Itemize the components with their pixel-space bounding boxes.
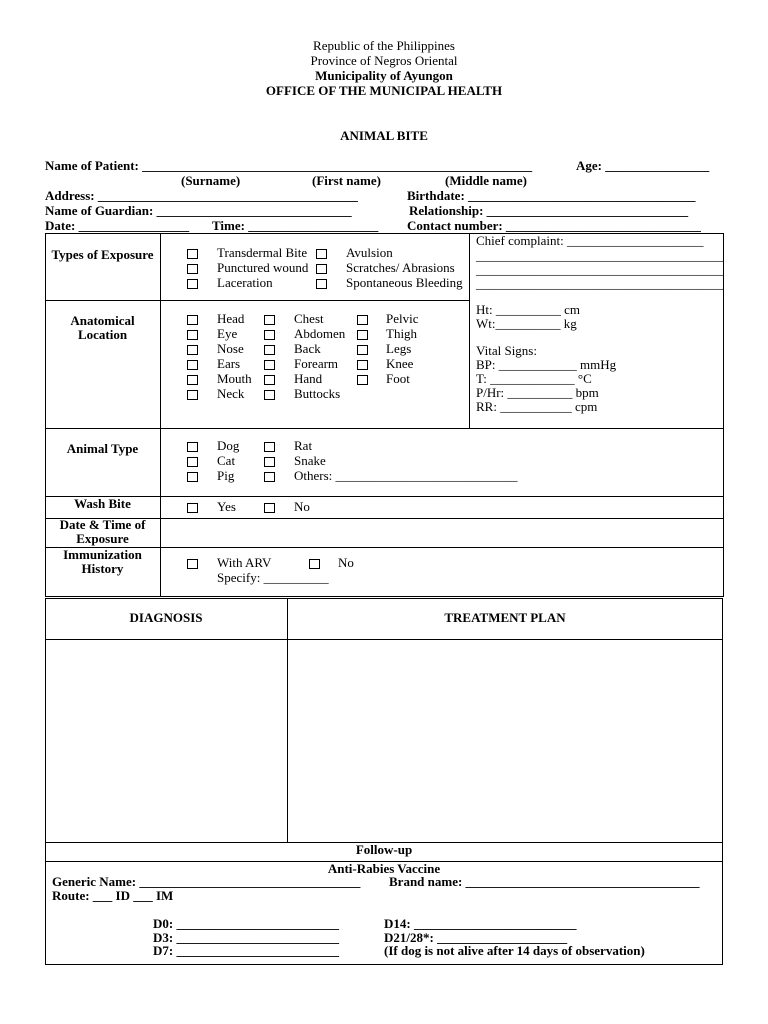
checkbox-nose[interactable] <box>187 345 198 355</box>
chief-complaint-field[interactable]: Chief complaint: _____________________ <box>476 233 704 248</box>
relationship-field[interactable]: Relationship: _______________________________ <box>409 203 689 218</box>
checkbox-knee[interactable] <box>357 360 368 370</box>
checkbox-wash-no[interactable] <box>264 503 275 513</box>
middlename-caption: (Middle name) <box>445 173 527 188</box>
option-abdomen: Abdomen <box>294 326 346 341</box>
weight-field[interactable]: Wt:__________ kg <box>476 316 577 331</box>
form-title: ANIMAL BITE <box>340 128 428 143</box>
checkbox-with-arv[interactable] <box>187 559 198 569</box>
checkbox-transdermal-bite[interactable] <box>187 249 198 259</box>
option-dog: Dog <box>217 438 240 453</box>
route-field[interactable]: Route: ___ ID ___ IM <box>52 888 174 903</box>
vaccine-header: Anti-Rabies Vaccine <box>327 861 441 876</box>
checkbox-pig[interactable] <box>187 472 198 482</box>
followup-header: Follow-up <box>355 842 413 857</box>
checkbox-snake[interactable] <box>264 457 275 467</box>
option-eye: Eye <box>217 326 238 341</box>
option-back: Back <box>294 341 321 356</box>
guardian-field[interactable]: Name of Guardian: ______________________________ <box>45 203 352 218</box>
option-legs: Legs <box>386 341 412 356</box>
checkbox-head[interactable] <box>187 315 198 325</box>
checkbox-hand[interactable] <box>264 375 275 385</box>
d21-field[interactable]: D21/28*: ____________________ <box>384 930 568 945</box>
option-knee: Knee <box>386 356 414 371</box>
option-pig: Pig <box>217 468 235 483</box>
header-municipality: Municipality of Ayungon <box>315 68 453 83</box>
checkbox-others[interactable] <box>264 472 275 482</box>
option-scratches: Scratches/ Abrasions <box>346 260 455 275</box>
vital-signs-label: Vital Signs: <box>476 343 537 358</box>
checkbox-forearm[interactable] <box>264 360 275 370</box>
header-republic: Republic of the Philippines <box>313 38 455 53</box>
checkbox-avulsion[interactable] <box>316 249 327 259</box>
option-forearm: Forearm <box>294 356 339 371</box>
wash-bite-label: Wash Bite <box>74 496 131 511</box>
d0-field[interactable]: D0: _________________________ <box>153 916 339 931</box>
option-ears: Ears <box>217 356 241 371</box>
checkbox-mouth[interactable] <box>187 375 198 385</box>
specify-field[interactable]: Specify: __________ <box>217 570 329 585</box>
surname-caption: (Surname) <box>181 173 241 188</box>
exposure-label: Types of Exposure <box>51 247 154 262</box>
option-mouth: Mouth <box>217 371 252 386</box>
option-head: Head <box>217 311 245 326</box>
option-nose: Nose <box>217 341 244 356</box>
option-buttocks: Buttocks <box>294 386 341 401</box>
others-field[interactable]: Others: ____________________________ <box>294 468 518 483</box>
chief-complaint-line[interactable]: ______________________________________ <box>476 276 723 291</box>
checkbox-ears[interactable] <box>187 360 198 370</box>
time-field[interactable]: Time: ____________________ <box>212 218 379 233</box>
option-foot: Foot <box>386 371 410 386</box>
bp-field[interactable]: BP: ____________ mmHg <box>476 357 617 372</box>
age-field[interactable]: Age: ________________ <box>576 158 710 173</box>
checkbox-legs[interactable] <box>357 345 368 355</box>
date-field[interactable]: Date: _________________ <box>45 218 190 233</box>
checkbox-foot[interactable] <box>357 375 368 385</box>
option-transdermal-bite: Transdermal Bite <box>217 245 308 260</box>
checkbox-abdomen[interactable] <box>264 330 275 340</box>
anatomical-label: Anatomical Location <box>70 313 135 342</box>
checkbox-thigh[interactable] <box>357 330 368 340</box>
checkbox-back[interactable] <box>264 345 275 355</box>
patient-name-field[interactable]: Name of Patient: ____________________________________________________________ <box>45 158 533 173</box>
header-province: Province of Negros Oriental <box>310 53 458 68</box>
firstname-caption: (First name) <box>312 173 381 188</box>
checkbox-laceration[interactable] <box>187 279 198 289</box>
checkbox-dog[interactable] <box>187 442 198 452</box>
checkbox-buttocks[interactable] <box>264 390 275 400</box>
checkbox-punctured-wound[interactable] <box>187 264 198 274</box>
checkbox-scratches[interactable] <box>316 264 327 274</box>
checkbox-chest[interactable] <box>264 315 275 325</box>
checkbox-cat[interactable] <box>187 457 198 467</box>
brand-name-field[interactable]: Brand name: ____________________________________ <box>389 874 700 889</box>
immunization-label: Immunization History <box>63 547 142 576</box>
header-office: OFFICE OF THE MUNICIPAL HEALTH <box>265 83 503 98</box>
animal-type-label: Animal Type <box>66 441 139 456</box>
option-pelvic: Pelvic <box>386 311 419 326</box>
checkbox-eye[interactable] <box>187 330 198 340</box>
option-immunization-no: No <box>338 555 354 570</box>
diagnosis-header: DIAGNOSIS <box>129 610 203 625</box>
checkbox-pelvic[interactable] <box>357 315 368 325</box>
checkbox-wash-yes[interactable] <box>187 503 198 513</box>
pulse-field[interactable]: P/Hr: __________ bpm <box>476 385 599 400</box>
d7-field[interactable]: D7: _________________________ <box>153 943 339 958</box>
option-spontaneous-bleeding: Spontaneous Bleeding <box>346 275 463 290</box>
birthdate-field[interactable]: Birthdate: ___________________________________ <box>407 188 696 203</box>
exposure-datetime-label: Date & Time of Exposure <box>59 517 146 546</box>
option-cat: Cat <box>217 453 236 468</box>
option-snake: Snake <box>294 453 326 468</box>
option-laceration: Laceration <box>217 275 273 290</box>
d14-field[interactable]: D14: _________________________ <box>384 916 577 931</box>
checkbox-spontaneous-bleeding[interactable] <box>316 279 327 289</box>
option-thigh: Thigh <box>386 326 418 341</box>
option-wash-yes: Yes <box>217 499 236 514</box>
option-hand: Hand <box>294 371 323 386</box>
option-with-arv: With ARV <box>217 555 272 570</box>
respiration-field[interactable]: RR: ___________ cpm <box>476 399 598 414</box>
checkbox-immunization-no[interactable] <box>309 559 320 569</box>
checkbox-rat[interactable] <box>264 442 275 452</box>
option-punctured-wound: Punctured wound <box>217 260 309 275</box>
diagnosis-area[interactable] <box>47 641 285 840</box>
temperature-field[interactable]: T: _____________ °C <box>476 371 592 386</box>
option-rat: Rat <box>294 438 313 453</box>
height-field[interactable]: Ht: __________ cm <box>476 302 580 317</box>
option-chest: Chest <box>294 311 324 326</box>
address-field[interactable]: Address: ________________________________________ <box>45 188 358 203</box>
contact-field[interactable]: Contact number: ______________________________ <box>407 218 701 233</box>
treatment-plan-header: TREATMENT PLAN <box>444 610 566 625</box>
option-neck: Neck <box>217 386 245 401</box>
option-avulsion: Avulsion <box>346 245 393 260</box>
generic-name-field[interactable]: Generic Name: __________________________________ <box>52 874 361 889</box>
chief-complaint-line[interactable]: ______________________________________ <box>476 262 723 277</box>
chief-complaint-line[interactable]: ______________________________________ <box>476 248 723 263</box>
treatment-plan-area[interactable] <box>290 641 720 840</box>
observation-note: (If dog is not alive after 14 days of observation) <box>384 943 645 958</box>
checkbox-neck[interactable] <box>187 390 198 400</box>
option-wash-no: No <box>294 499 310 514</box>
d3-field[interactable]: D3: _________________________ <box>153 930 339 945</box>
